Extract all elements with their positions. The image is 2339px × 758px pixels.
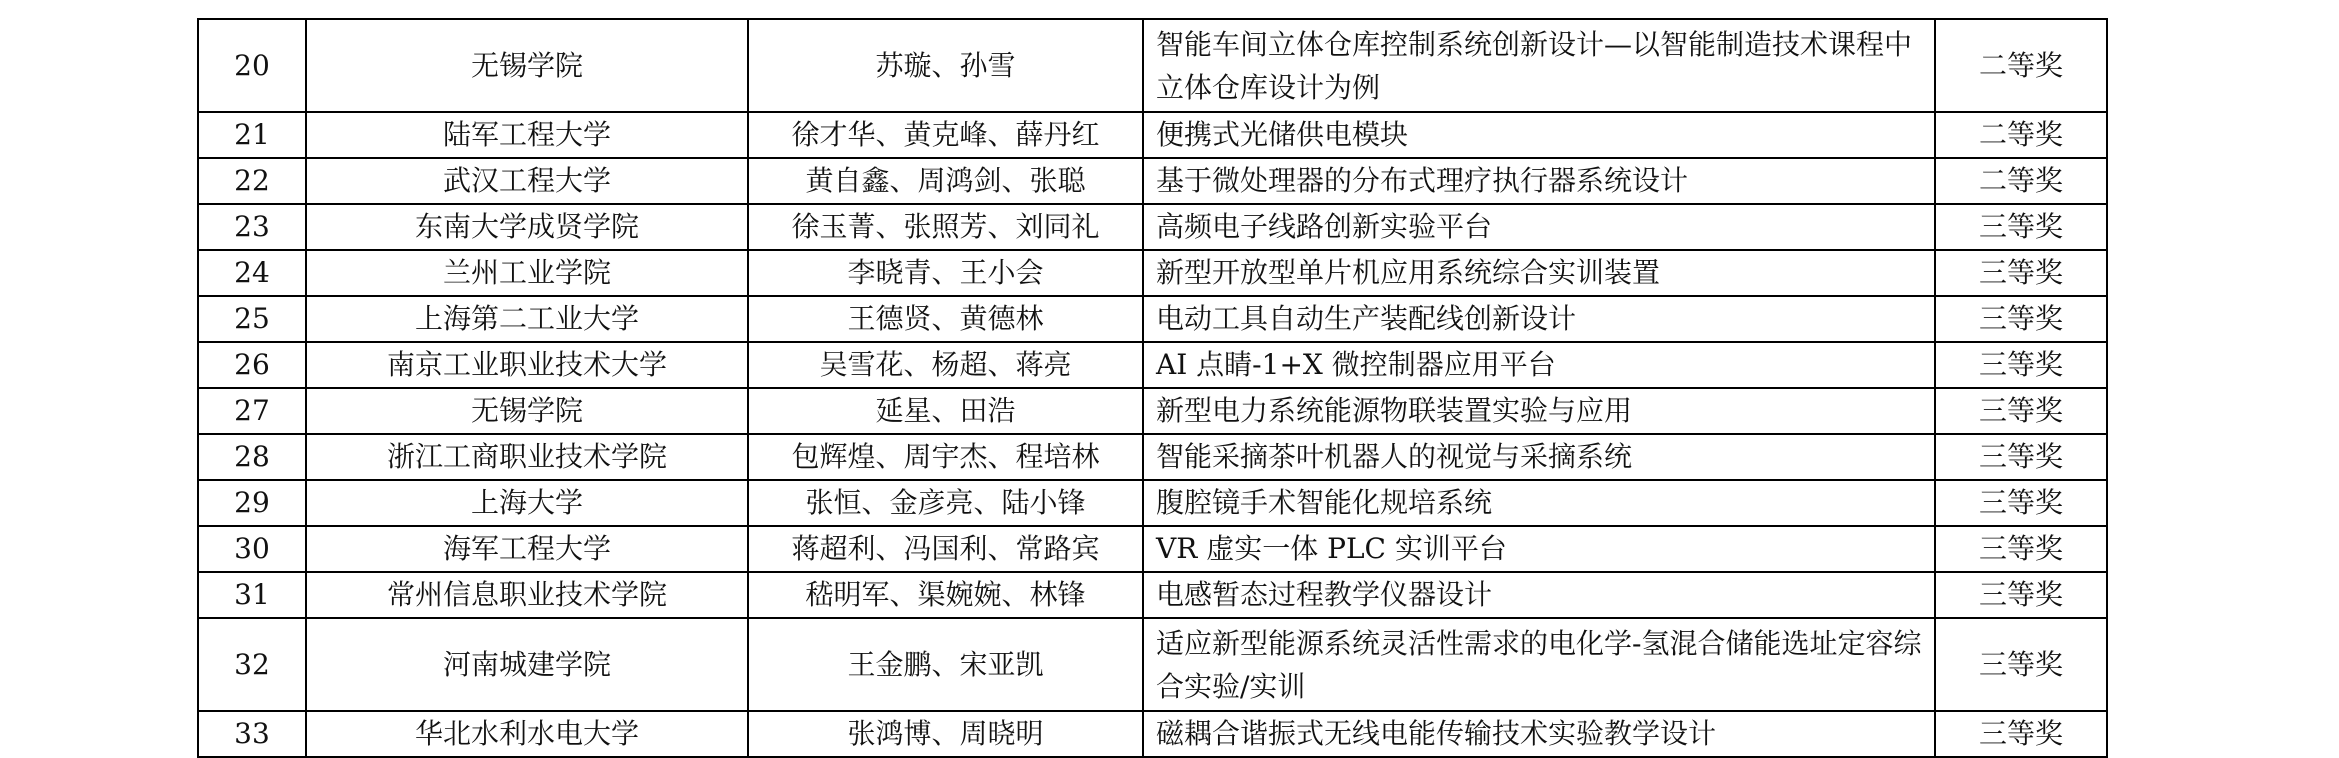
people-cell: 王德贤、黄德林 — [748, 296, 1143, 342]
award-cell: 二等奖 — [1935, 112, 2107, 158]
people-cell: 黄自鑫、周鸿剑、张聪 — [748, 158, 1143, 204]
school-cell: 海军工程大学 — [306, 526, 748, 572]
row-number: 30 — [198, 526, 306, 572]
people-cell: 张恒、金彦亮、陆小锋 — [748, 480, 1143, 526]
project-title-cell: 新型电力系统能源物联装置实验与应用 — [1143, 388, 1935, 434]
table-row — [198, 204, 2107, 250]
table-row — [198, 19, 2107, 112]
project-title-cell: 腹腔镜手术智能化规培系统 — [1143, 480, 1935, 526]
award-cell: 三等奖 — [1935, 388, 2107, 434]
table-row — [198, 158, 2107, 204]
project-title-cell: 磁耦合谐振式无线电能传输技术实验教学设计 — [1143, 711, 1935, 757]
people-cell: 嵇明军、渠婉婉、林锋 — [748, 572, 1143, 618]
row-number: 26 — [198, 342, 306, 388]
school-cell: 无锡学院 — [306, 19, 748, 112]
award-cell: 三等奖 — [1935, 434, 2107, 480]
award-cell: 三等奖 — [1935, 480, 2107, 526]
people-cell: 王金鹏、宋亚凯 — [748, 618, 1143, 711]
school-cell: 武汉工程大学 — [306, 158, 748, 204]
award-cell: 三等奖 — [1935, 526, 2107, 572]
school-cell: 华北水利水电大学 — [306, 711, 748, 757]
row-number: 25 — [198, 296, 306, 342]
awards-table-body — [198, 19, 2107, 757]
table-row — [198, 618, 2107, 711]
people-cell: 吴雪花、杨超、蒋亮 — [748, 342, 1143, 388]
table-row — [198, 572, 2107, 618]
project-title-cell: AI 点睛-1+X 微控制器应用平台 — [1143, 342, 1935, 388]
school-cell: 东南大学成贤学院 — [306, 204, 748, 250]
row-number: 20 — [198, 19, 306, 112]
row-number: 23 — [198, 204, 306, 250]
people-cell: 包辉煌、周宇杰、程培林 — [748, 434, 1143, 480]
project-title-cell: 智能采摘茶叶机器人的视觉与采摘系统 — [1143, 434, 1935, 480]
row-number: 24 — [198, 250, 306, 296]
project-title-cell: 便携式光储供电模块 — [1143, 112, 1935, 158]
row-number: 27 — [198, 388, 306, 434]
table-row — [198, 296, 2107, 342]
table-row — [198, 388, 2107, 434]
school-cell: 常州信息职业技术学院 — [306, 572, 748, 618]
award-cell: 三等奖 — [1935, 342, 2107, 388]
people-cell: 张鸿博、周晓明 — [748, 711, 1143, 757]
project-title-cell: 新型开放型单片机应用系统综合实训装置 — [1143, 250, 1935, 296]
school-cell: 上海第二工业大学 — [306, 296, 748, 342]
project-title-cell: 适应新型能源系统灵活性需求的电化学-氢混合储能选址定容综合实验/实训 — [1143, 618, 1935, 711]
table-row — [198, 480, 2107, 526]
people-cell: 李晓青、王小会 — [748, 250, 1143, 296]
people-cell: 苏璇、孙雪 — [748, 19, 1143, 112]
award-cell: 三等奖 — [1935, 296, 2107, 342]
table-row — [198, 526, 2107, 572]
school-cell: 南京工业职业技术大学 — [306, 342, 748, 388]
row-number: 33 — [198, 711, 306, 757]
school-cell: 浙江工商职业技术学院 — [306, 434, 748, 480]
table-row — [198, 112, 2107, 158]
awards-table — [197, 18, 2108, 758]
project-title-cell: VR 虚实一体 PLC 实训平台 — [1143, 526, 1935, 572]
award-cell: 三等奖 — [1935, 618, 2107, 711]
award-cell: 二等奖 — [1935, 158, 2107, 204]
row-number: 21 — [198, 112, 306, 158]
award-cell: 三等奖 — [1935, 250, 2107, 296]
project-title-cell: 电动工具自动生产装配线创新设计 — [1143, 296, 1935, 342]
award-cell: 三等奖 — [1935, 572, 2107, 618]
table-row — [198, 250, 2107, 296]
project-title-cell: 基于微处理器的分布式理疗执行器系统设计 — [1143, 158, 1935, 204]
row-number: 32 — [198, 618, 306, 711]
people-cell: 蒋超利、冯国利、常路宾 — [748, 526, 1143, 572]
project-title-cell: 电感暂态过程教学仪器设计 — [1143, 572, 1935, 618]
school-cell: 兰州工业学院 — [306, 250, 748, 296]
award-cell: 三等奖 — [1935, 204, 2107, 250]
school-cell: 河南城建学院 — [306, 618, 748, 711]
project-title-cell: 智能车间立体仓库控制系统创新设计—以智能制造技术课程中立体仓库设计为例 — [1143, 19, 1935, 112]
school-cell: 无锡学院 — [306, 388, 748, 434]
table-row — [198, 711, 2107, 757]
project-title-cell: 高频电子线路创新实验平台 — [1143, 204, 1935, 250]
row-number: 29 — [198, 480, 306, 526]
table-row — [198, 342, 2107, 388]
table-row — [198, 434, 2107, 480]
school-cell: 陆军工程大学 — [306, 112, 748, 158]
row-number: 28 — [198, 434, 306, 480]
row-number: 22 — [198, 158, 306, 204]
award-cell: 三等奖 — [1935, 711, 2107, 757]
people-cell: 延星、田浩 — [748, 388, 1143, 434]
people-cell: 徐才华、黄克峰、薛丹红 — [748, 112, 1143, 158]
row-number: 31 — [198, 572, 306, 618]
school-cell: 上海大学 — [306, 480, 748, 526]
people-cell: 徐玉菁、张照芳、刘同礼 — [748, 204, 1143, 250]
award-cell: 二等奖 — [1935, 19, 2107, 112]
